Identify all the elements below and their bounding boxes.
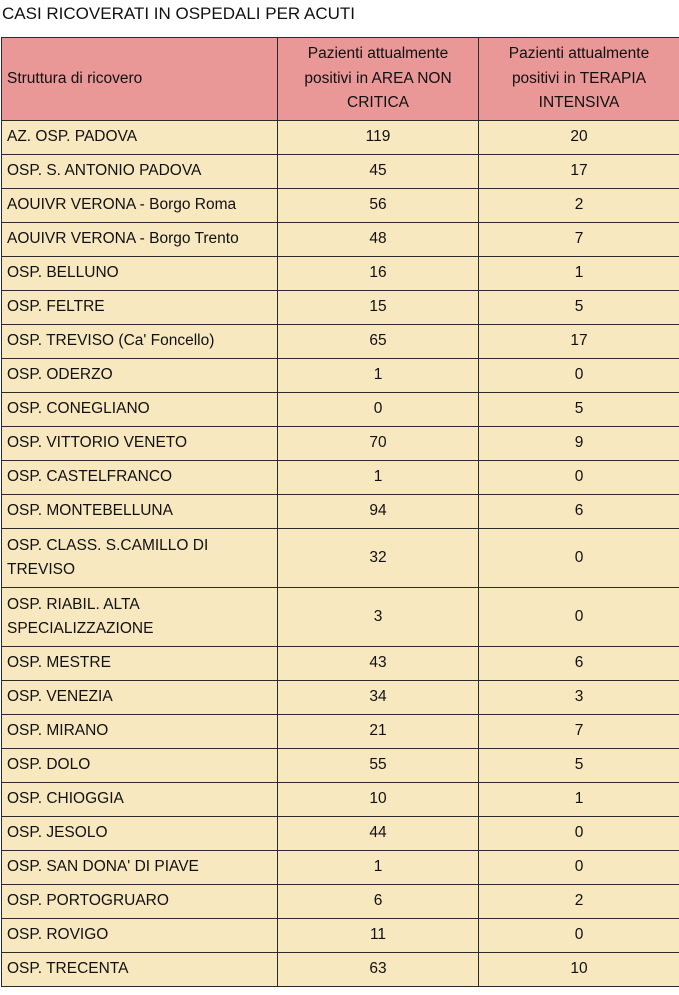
table-row (2, 427, 679, 461)
cell-terapia-intensiva: 1 (479, 257, 679, 291)
table-row (2, 647, 679, 681)
cell-area-non-critica: 63 (278, 953, 479, 987)
cell-terapia-intensiva: 7 (479, 223, 679, 257)
cell-area-non-critica: 43 (278, 647, 479, 681)
table-row (2, 155, 679, 189)
cell-struttura: OSP. JESOLO (2, 817, 278, 851)
cell-terapia-intensiva: 7 (479, 715, 679, 749)
table-row (2, 588, 679, 647)
table-row (2, 359, 679, 393)
table-header (2, 38, 679, 121)
column-header-terapia-intensiva: Pazienti attualmente positivi in TERAPIA INTENSIVA (479, 38, 679, 121)
cell-area-non-critica: 34 (278, 681, 479, 715)
cell-struttura: OSP. DOLO (2, 749, 278, 783)
cell-area-non-critica: 1 (278, 359, 479, 393)
cell-terapia-intensiva: 0 (479, 461, 679, 495)
cell-terapia-intensiva: 0 (479, 817, 679, 851)
cell-terapia-intensiva: 17 (479, 155, 679, 189)
table-row (2, 461, 679, 495)
cell-area-non-critica: 56 (278, 189, 479, 223)
cell-area-non-critica: 15 (278, 291, 479, 325)
cell-struttura: OSP. ODERZO (2, 359, 278, 393)
cell-terapia-intensiva: 3 (479, 681, 679, 715)
cell-terapia-intensiva: 6 (479, 647, 679, 681)
cell-area-non-critica: 32 (278, 529, 479, 588)
cell-terapia-intensiva: 2 (479, 885, 679, 919)
cell-area-non-critica: 10 (278, 783, 479, 817)
cell-struttura: OSP. MIRANO (2, 715, 278, 749)
table-row (2, 291, 679, 325)
cell-struttura: OSP. PORTOGRUARO (2, 885, 278, 919)
cell-struttura: OSP. TREVISO (Ca' Foncello) (2, 325, 278, 359)
cell-terapia-intensiva: 5 (479, 291, 679, 325)
cell-terapia-intensiva: 0 (479, 588, 679, 647)
cell-area-non-critica: 1 (278, 461, 479, 495)
table-row (2, 783, 679, 817)
cell-area-non-critica: 44 (278, 817, 479, 851)
table-row (2, 223, 679, 257)
cell-area-non-critica: 16 (278, 257, 479, 291)
cell-area-non-critica: 1 (278, 851, 479, 885)
cell-struttura: OSP. TRECENTA (2, 953, 278, 987)
cell-area-non-critica: 0 (278, 393, 479, 427)
table-row (2, 817, 679, 851)
cell-struttura: OSP. ROVIGO (2, 919, 278, 953)
table-row (2, 257, 679, 291)
cell-area-non-critica: 65 (278, 325, 479, 359)
table-row (2, 495, 679, 529)
cell-area-non-critica: 3 (278, 588, 479, 647)
cell-terapia-intensiva: 20 (479, 121, 679, 155)
cell-struttura: AOUIVR VERONA - Borgo Trento (2, 223, 278, 257)
cell-terapia-intensiva: 0 (479, 529, 679, 588)
cell-terapia-intensiva: 0 (479, 359, 679, 393)
cell-terapia-intensiva: 0 (479, 851, 679, 885)
cell-terapia-intensiva: 10 (479, 953, 679, 987)
table-row (2, 885, 679, 919)
cell-struttura: OSP. RIABIL. ALTA SPECIALIZZAZIONE (2, 588, 278, 647)
cell-terapia-intensiva: 2 (479, 189, 679, 223)
cell-struttura: OSP. MESTRE (2, 647, 278, 681)
table-row (2, 715, 679, 749)
cell-struttura: AOUIVR VERONA - Borgo Roma (2, 189, 278, 223)
table-row (2, 189, 679, 223)
cell-area-non-critica: 70 (278, 427, 479, 461)
cell-terapia-intensiva: 1 (479, 783, 679, 817)
cell-struttura: OSP. BELLUNO (2, 257, 278, 291)
hospital-cases-table (1, 37, 679, 987)
cell-struttura: OSP. FELTRE (2, 291, 278, 325)
cell-terapia-intensiva: 0 (479, 919, 679, 953)
cell-struttura: AZ. OSP. PADOVA (2, 121, 278, 155)
cell-area-non-critica: 119 (278, 121, 479, 155)
cell-area-non-critica: 94 (278, 495, 479, 529)
cell-area-non-critica: 6 (278, 885, 479, 919)
column-header-struttura: Struttura di ricovero (2, 38, 278, 121)
table-body (2, 121, 679, 987)
cell-terapia-intensiva: 17 (479, 325, 679, 359)
cell-struttura: OSP. CASTELFRANCO (2, 461, 278, 495)
table-row (2, 749, 679, 783)
column-header-area-non-critica: Pazienti attualmente positivi in AREA NON CRITICA (278, 38, 479, 121)
cell-struttura: OSP. SAN DONA' DI PIAVE (2, 851, 278, 885)
cell-struttura: OSP. S. ANTONIO PADOVA (2, 155, 278, 189)
table-row (2, 681, 679, 715)
table-row (2, 325, 679, 359)
cell-terapia-intensiva: 5 (479, 749, 679, 783)
cell-terapia-intensiva: 6 (479, 495, 679, 529)
cell-terapia-intensiva: 9 (479, 427, 679, 461)
cell-area-non-critica: 48 (278, 223, 479, 257)
table-row (2, 393, 679, 427)
table-row (2, 851, 679, 885)
cell-struttura: OSP. CHIOGGIA (2, 783, 278, 817)
cell-struttura: OSP. CLASS. S.CAMILLO DI TREVISO (2, 529, 278, 588)
table-row (2, 919, 679, 953)
cell-area-non-critica: 45 (278, 155, 479, 189)
page-title: CASI RICOVERATI IN OSPEDALI PER ACUTI (2, 4, 355, 23)
cell-struttura: OSP. CONEGLIANO (2, 393, 278, 427)
cell-terapia-intensiva: 5 (479, 393, 679, 427)
table-row (2, 529, 679, 588)
cell-struttura: OSP. MONTEBELLUNA (2, 495, 278, 529)
cell-struttura: OSP. VENEZIA (2, 681, 278, 715)
cell-area-non-critica: 21 (278, 715, 479, 749)
table-row (2, 121, 679, 155)
cell-struttura: OSP. VITTORIO VENETO (2, 427, 278, 461)
cell-area-non-critica: 55 (278, 749, 479, 783)
table-header-row (2, 38, 679, 121)
table-row (2, 953, 679, 987)
cell-area-non-critica: 11 (278, 919, 479, 953)
